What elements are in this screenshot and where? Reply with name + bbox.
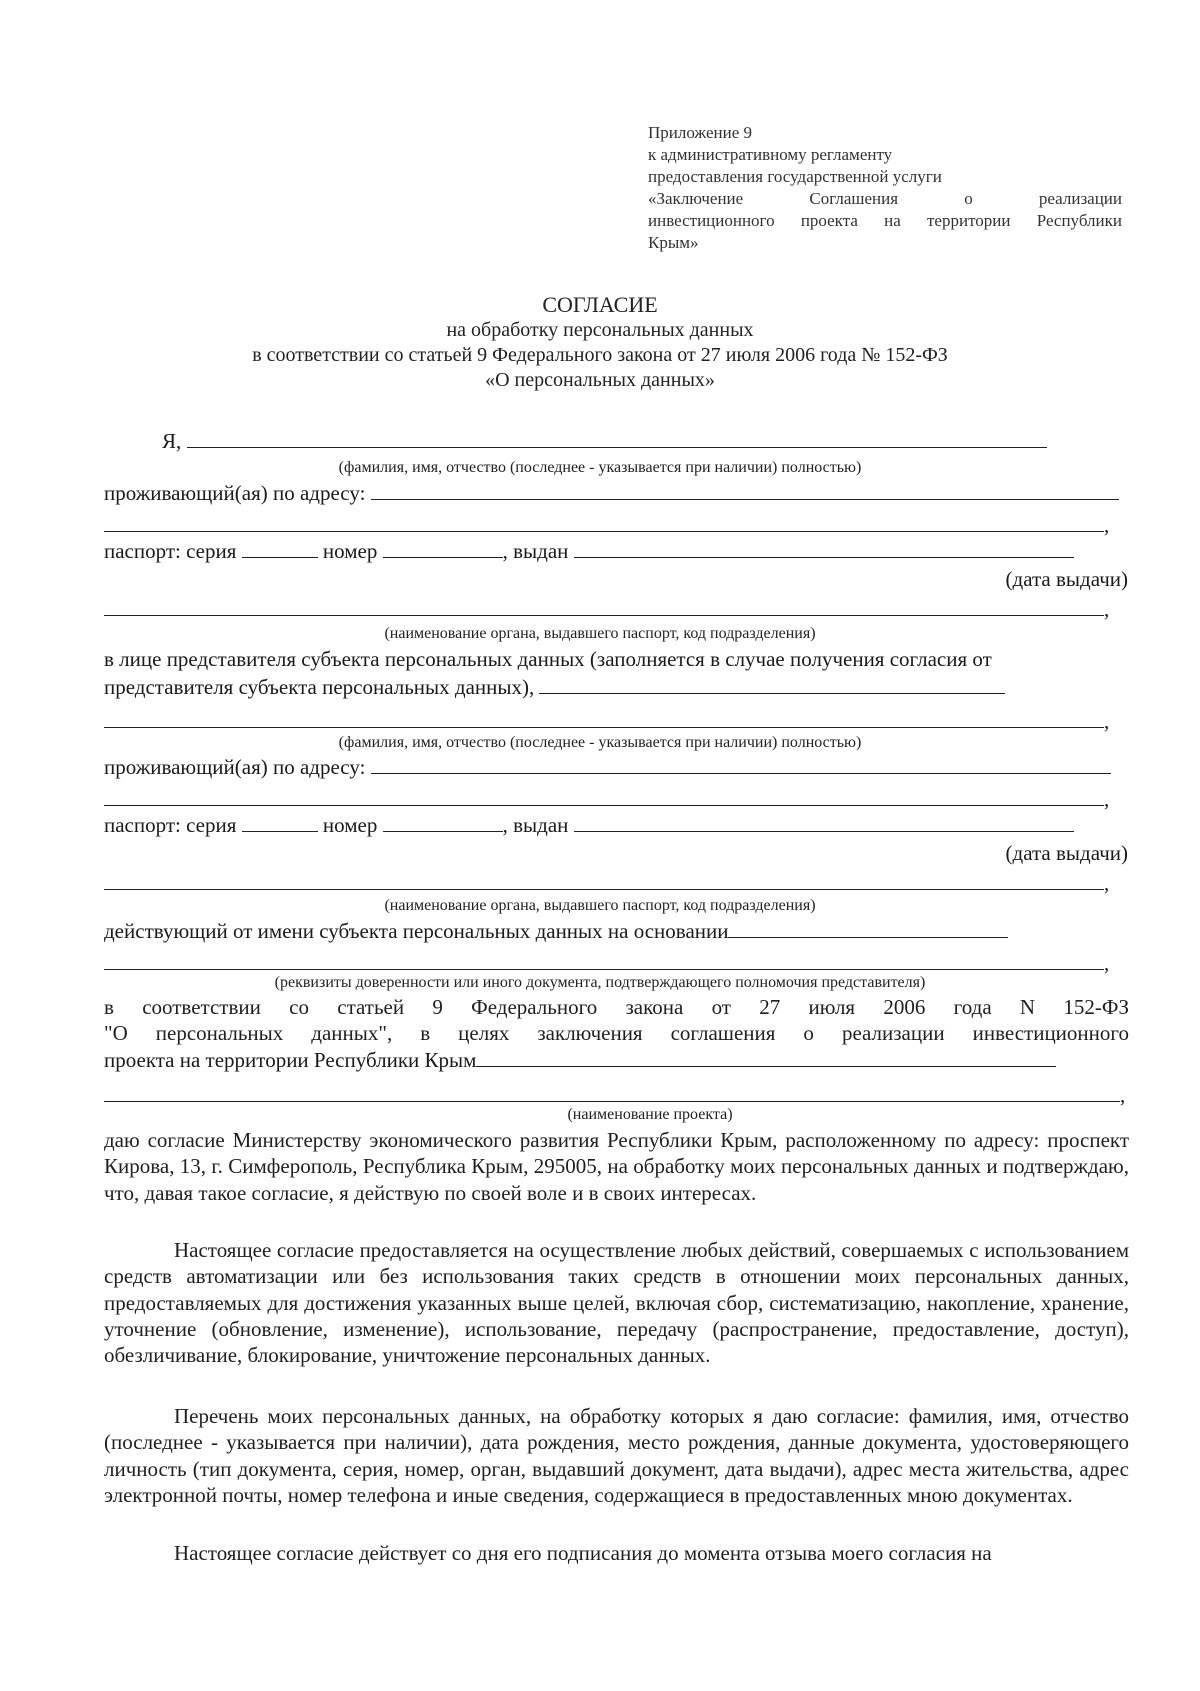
consent-paragraph: даю согласие Министерству экономического развития Республики Крым, расположенному по адресу: проспект Кирова, 13, г. Симферополь, Республика Крым, 295005, на обработку моих персональных данных и подтверждаю, что, давая такое согласие, я действую по своей воле и в своих интересах. [104, 1128, 1129, 1205]
rep-authority-field[interactable] [104, 871, 1104, 890]
appendix-line: Приложение 9 [648, 123, 752, 142]
rep-authority-row: , [104, 870, 1129, 896]
document-subtitle-law: в соответствии со статьей 9 Федерального закона от 27 июля 2006 года № 152-ФЗ [252, 344, 948, 366]
rep-passport-row [104, 812, 1129, 838]
representative-line-2: представителя субъекта персональных данных), [104, 675, 535, 699]
authority-row: , [104, 596, 1129, 622]
issue-date-caption: (дата выдачи) [1005, 567, 1128, 591]
project-row [104, 1047, 1129, 1073]
power-row: , [104, 950, 1129, 976]
rep-address-field-2[interactable] [104, 787, 1104, 806]
address-row [104, 480, 1129, 506]
address-field-2[interactable] [104, 513, 1104, 532]
representative-row [104, 674, 1129, 700]
power-field[interactable] [104, 951, 1104, 970]
appendix-line: «Заключение Соглашения о реализации [648, 189, 1122, 208]
appendix-line: Крым» [648, 233, 699, 252]
passport-series-label: паспорт: серия [104, 539, 237, 563]
appendix-line: к административному регламенту [648, 145, 893, 164]
power-caption: (реквизиты доверенности или иного документа, подтверждающего полномочия представителя) [274, 974, 926, 991]
address-row-2: , [104, 512, 1129, 538]
rep-passport-number-field[interactable] [383, 813, 503, 832]
appendix-line: предоставления государственной услуги [648, 167, 942, 186]
issued-field[interactable] [574, 539, 1074, 558]
project-row-2: , [104, 1082, 1129, 1108]
rep-issue-date-caption: (дата выдачи) [1005, 841, 1128, 865]
passport-number-field[interactable] [383, 539, 503, 558]
actions-paragraph: Настоящее согласие предоставляется на осуществление любых действий, совершаемых с использованием средств автоматизации или без использования таких средств в отношении моих персональных данных, предоставляемых для достижения указанных выше целей, включая сбор, систематизацию, накопление, хранение, уточнение (обновление, изменение), использование, передачу (распространение, предоставление, доступ), обезличивание, блокирование, уничтожение персональных данных. [104, 1238, 1129, 1368]
validity-paragraph: Настоящее согласие действует со дня его подписания до момента отзыва моего согласия на [174, 1541, 992, 1565]
rep-passport-series-label: паспорт: серия [104, 813, 237, 837]
rep-address-field[interactable] [371, 755, 1111, 774]
appendix-header [648, 122, 1122, 254]
appendix-line: инвестиционного проекта на территории Республики [648, 211, 1122, 230]
fio-caption: (фамилия, имя, отчество (последнее - указывается при наличии) полностью) [338, 459, 862, 476]
rep-fio-caption: (фамилия, имя, отчество (последнее - указывается при наличии) полностью) [338, 734, 862, 751]
address-label: проживающий(ая) по адресу: [104, 481, 366, 505]
rep-fio-row: , [104, 708, 1129, 734]
address-field[interactable] [371, 481, 1119, 500]
acting-label: действующий от имени субъекта персональных данных на основании [104, 919, 729, 943]
passport-number-label: номер [322, 539, 378, 563]
fio-field[interactable] [187, 429, 1047, 448]
project-field-2[interactable] [104, 1083, 1120, 1102]
rep-address-row [104, 754, 1129, 780]
passport-series-field[interactable] [242, 539, 318, 558]
acting-row [104, 918, 1129, 944]
passport-row [104, 538, 1129, 564]
rep-address-label: проживающий(ая) по адресу: [104, 755, 366, 779]
representative-line-1: в лице представителя субъекта персональных данных (заполняется в случае получения согласия от [104, 647, 992, 671]
rep-authority-caption: (наименование органа, выдавшего паспорт, код подразделения) [384, 897, 816, 914]
rep-issued-label: , выдан [502, 813, 569, 837]
rep-passport-series-field[interactable] [242, 813, 318, 832]
project-field[interactable] [476, 1048, 1056, 1067]
i-label: Я, [162, 429, 182, 453]
acting-field[interactable] [728, 919, 1008, 938]
list-paragraph: Перечень моих персональных данных, на обработку которых я даю согласие: фамилия, имя, отчество (последнее - указывается при наличии), дата рождения, место рождения, данные документа, удостоверяющего личность (тип документа, серия, номер, орган, выдавший документ, дата выдачи), адрес места жительства, адрес электронной почты, номер телефона и иные сведения, содержащиеся в предоставленных мною документах. [104, 1404, 1129, 1507]
rep-passport-number-label: номер [322, 813, 378, 837]
subject-fio-row [162, 428, 1062, 454]
authority-field[interactable] [104, 597, 1104, 616]
authority-caption: (наименование органа, выдавшего паспорт, код подразделения) [384, 625, 816, 642]
document-title: СОГЛАСИЕ [542, 292, 658, 317]
document-subtitle: на обработку персональных данных [446, 319, 754, 341]
law-reference [104, 994, 1129, 1047]
representative-field[interactable] [539, 675, 1005, 694]
rep-issued-field[interactable] [574, 813, 1074, 832]
law-line: "О персональных данных", в целях заключения соглашения о реализации инвестиционного [104, 1021, 1129, 1046]
document-subtitle-law-name: «О персональных данных» [485, 369, 715, 391]
project-caption: (наименование проекта) [567, 1106, 733, 1123]
rep-fio-field[interactable] [104, 709, 1104, 728]
project-label: проекта на территории Республики Крым [104, 1048, 477, 1072]
rep-address-row-2: , [104, 786, 1129, 812]
law-line: в соответствии со статьей 9 Федерального закона от 27 июля 2006 года N 152-ФЗ [104, 995, 1129, 1019]
issued-label: , выдан [502, 539, 569, 563]
